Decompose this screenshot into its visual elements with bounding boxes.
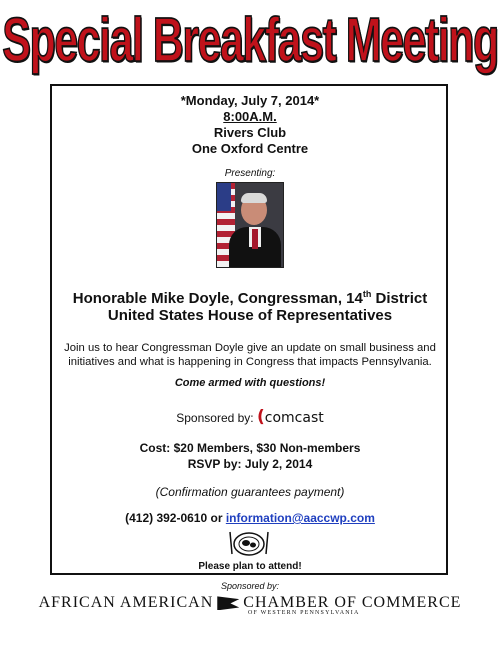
flag-canton xyxy=(217,183,231,211)
contact-line xyxy=(0,511,500,525)
event-date: *Monday, July 7, 2014* xyxy=(180,93,320,108)
cost-info: Cost: $20 Members, $30 Non-members xyxy=(139,441,361,455)
comcast-arc-icon: ( xyxy=(256,407,265,427)
aacc-flag-icon xyxy=(217,596,239,610)
event-address: One Oxford Centre xyxy=(191,141,309,156)
confirmation-note: (Confirmation guarantees payment) xyxy=(155,485,345,499)
presenting-label: Presenting: xyxy=(224,168,276,179)
speaker-photo xyxy=(216,182,284,268)
comcast-logo-text: comcast xyxy=(264,410,324,426)
aacc-logo xyxy=(0,594,500,616)
aacc-logo-left: AFRICAN AMERICAN xyxy=(38,594,214,611)
event-description-line-2: initiatives and what is happening in Congress that impacts Pennsylvania. xyxy=(68,356,432,368)
speaker-name xyxy=(0,289,500,307)
closing-line: Please plan to attend! xyxy=(198,561,302,572)
aacc-logo-right: CHAMBER OF COMMERCE xyxy=(243,594,462,611)
flyer-headline: Special Breakfast Meeting xyxy=(2,6,498,76)
footer-sponsored-label: Sponsored by: xyxy=(220,581,280,591)
event-description-line-1: Join us to hear Congressman Doyle give an update on small business and xyxy=(64,342,436,354)
event-time: 8:00A.M. xyxy=(223,109,277,124)
contact-email-link[interactable]: information@aaccwp.com xyxy=(225,511,375,525)
speaker-office: United States House of Representatives xyxy=(107,307,393,324)
breakfast-plate-icon xyxy=(227,528,271,558)
flyer-frame xyxy=(50,84,448,575)
speaker-hair xyxy=(241,193,267,203)
call-to-action: Come armed with questions! xyxy=(174,377,326,389)
sponsor-row xyxy=(0,407,500,427)
aacc-logo-sub: OF WESTERN PENNSYLVANIA xyxy=(248,610,360,616)
sponsor-label: Sponsored by: xyxy=(176,411,254,425)
event-venue: Rivers Club xyxy=(213,125,287,140)
ordinal-suffix: th xyxy=(362,289,372,299)
speaker-tie xyxy=(252,229,258,249)
rsvp-deadline: RSVP by: July 2, 2014 xyxy=(187,457,313,471)
comcast-logo xyxy=(256,407,324,427)
contact-phone: (412) 392-0610 or xyxy=(125,511,226,525)
speaker-name-text: Honorable Mike Doyle, Congressman, 14 xyxy=(72,290,363,307)
event-description xyxy=(0,341,500,369)
speaker-district: District xyxy=(371,290,428,307)
